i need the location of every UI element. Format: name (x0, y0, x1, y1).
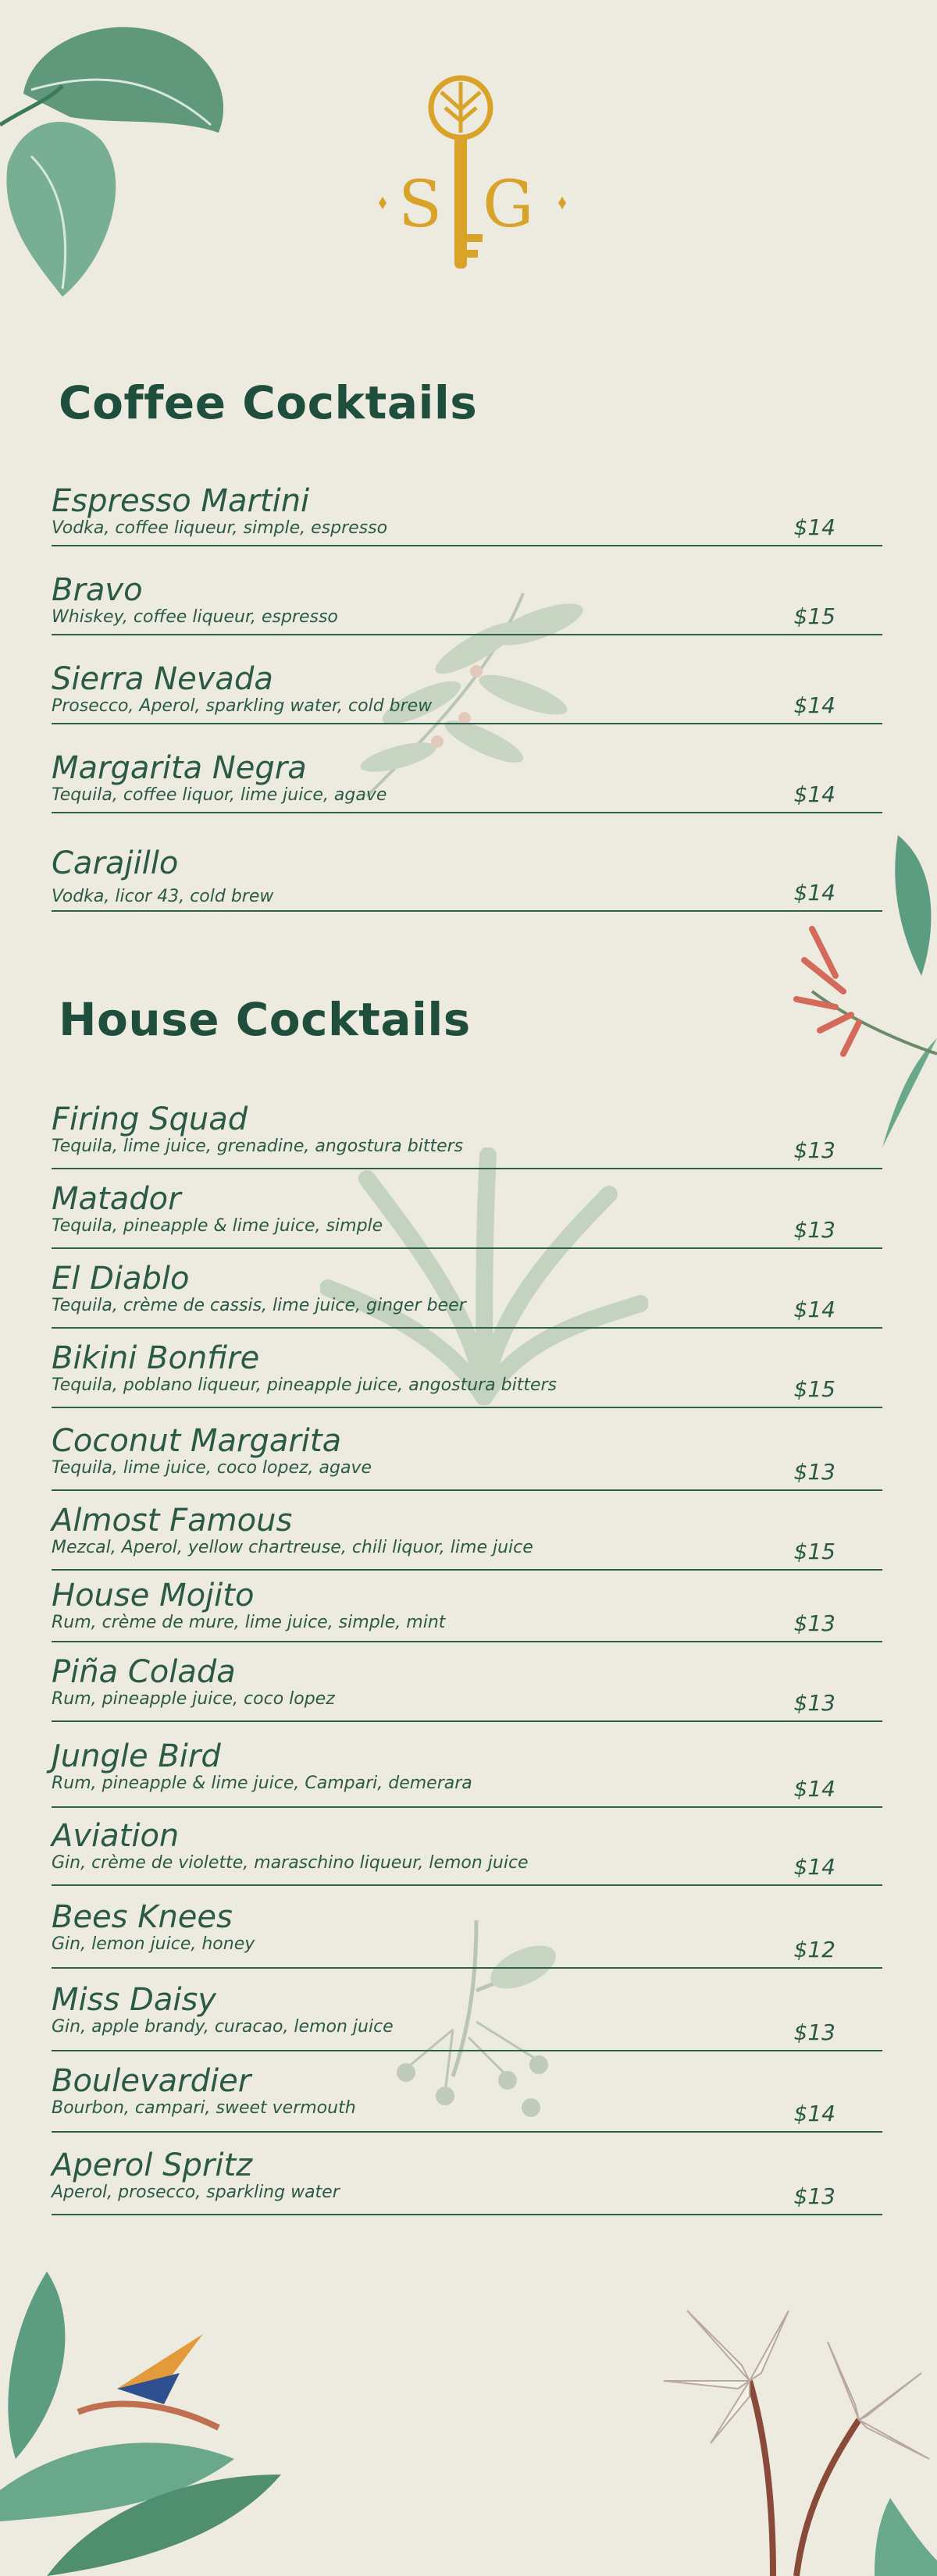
item-name: El Diablo (52, 1261, 190, 1297)
item-price: $13 (793, 1610, 835, 1636)
menu-item (52, 2148, 882, 2215)
menu-item (52, 1424, 882, 1491)
menu-item (52, 1655, 882, 1722)
item-price: $13 (793, 1137, 835, 1163)
item-description: Vodka, coffee liqueur, simple, espresso (52, 518, 388, 538)
item-price: $13 (793, 1690, 835, 1716)
item-name: Miss Daisy (52, 1982, 216, 2018)
item-description: Bourbon, campari, sweet vermouth (52, 2098, 356, 2118)
item-price: $13 (793, 2183, 835, 2209)
house-menu-list (52, 1102, 882, 2215)
menu-item (52, 1739, 882, 1808)
item-name: Almost Famous (52, 1503, 293, 1539)
item-name: Piña Colada (52, 1654, 236, 1690)
item-description: Tequila, poblano liqueur, pineapple juice, angostura bitters (52, 1375, 558, 1395)
item-name: Boulevardier (52, 2063, 251, 2099)
item-description: Mezcal, Aperol, yellow chartreuse, chili liquor, lime juice (52, 1538, 533, 1557)
menu-item (52, 1182, 882, 1249)
item-price: $14 (793, 2101, 835, 2126)
item-price: $14 (793, 1297, 835, 1322)
menu-item (52, 2064, 882, 2133)
section-title-coffee: Coffee Cocktails (59, 376, 478, 429)
monogram-left: S (398, 168, 443, 242)
item-description: Rum, pineapple juice, coco lopez (52, 1689, 335, 1709)
menu-item (52, 1102, 882, 1169)
menu-item (52, 1578, 882, 1642)
menu-item (52, 751, 882, 813)
menu-item (52, 1900, 882, 1969)
item-price: $14 (793, 1854, 835, 1880)
item-price: $15 (793, 1539, 835, 1564)
menu-item (52, 846, 882, 912)
item-description: Tequila, coffee liquor, lime juice, agave (52, 785, 387, 805)
sparkle-icon (558, 197, 566, 209)
item-price: $14 (793, 514, 835, 540)
item-name: Coconut Margarita (52, 1423, 342, 1459)
flower-illustration-icon (593, 2264, 937, 2576)
section-title-house: House Cocktails (59, 993, 471, 1046)
item-price: $14 (793, 880, 835, 906)
item-description: Tequila, lime juice, grenadine, angostura bitters (52, 1137, 464, 1156)
menu-item (52, 1341, 882, 1408)
item-name: House Mojito (52, 1578, 255, 1614)
item-name: Bikini Bonfire (52, 1340, 260, 1376)
item-description: Tequila, lime juice, coco lopez, agave (52, 1458, 372, 1478)
item-price: $12 (793, 1937, 835, 1962)
item-description: Gin, apple brandy, curacao, lemon juice (52, 2017, 394, 2037)
item-name: Bees Knees (52, 1899, 233, 1935)
item-description: Rum, crème de mure, lime juice, simple, mint (52, 1613, 446, 1632)
item-price: $13 (793, 1459, 835, 1485)
menu-item (52, 1983, 882, 2051)
flower-illustration-icon (0, 2256, 289, 2576)
key-logo-icon (367, 55, 570, 281)
sparkle-icon (379, 197, 387, 209)
item-name: Margarita Negra (52, 750, 307, 786)
item-description: Aperol, prosecco, sparkling water (52, 2183, 340, 2202)
item-name: Sierra Nevada (52, 661, 273, 697)
item-name: Aviation (52, 1818, 180, 1854)
item-name: Firing Squad (52, 1101, 248, 1137)
item-description: Tequila, crème de cassis, lime juice, ginger beer (52, 1296, 466, 1315)
menu-item (52, 1261, 882, 1329)
monogram-right: G (483, 168, 534, 242)
item-name: Bravo (52, 572, 143, 608)
item-price: $14 (793, 1776, 835, 1802)
item-description: Vodka, licor 43, cold brew (52, 887, 274, 906)
item-price: $14 (793, 781, 835, 807)
item-description: Tequila, pineapple & lime juice, simple (52, 1216, 383, 1236)
item-price: $13 (793, 1217, 835, 1243)
menu-item (52, 662, 882, 724)
item-description: Whiskey, coffee liqueur, espresso (52, 607, 338, 627)
item-price: $13 (793, 2019, 835, 2045)
menu-item (52, 1819, 882, 1886)
item-description: Prosecco, Aperol, sparkling water, cold brew (52, 696, 433, 716)
item-price: $14 (793, 692, 835, 718)
item-price: $15 (793, 1376, 835, 1402)
item-price: $15 (793, 603, 835, 629)
item-description: Gin, crème de violette, maraschino liqueur, lemon juice (52, 1853, 529, 1873)
item-name: Espresso Martini (52, 483, 310, 519)
menu-item (52, 484, 882, 546)
menu-item (52, 573, 882, 635)
item-name: Jungle Bird (52, 1738, 221, 1774)
item-description: Rum, pineapple & lime juice, Campari, demerara (52, 1774, 472, 1793)
item-description: Gin, lemon juice, honey (52, 1934, 255, 1954)
item-name: Matador (52, 1181, 181, 1217)
item-name: Carajillo (52, 845, 179, 881)
coffee-menu-list (52, 484, 882, 912)
leaf-illustration-icon (0, 0, 234, 304)
menu-item (52, 1503, 882, 1571)
item-name: Aperol Spritz (52, 2147, 253, 2183)
